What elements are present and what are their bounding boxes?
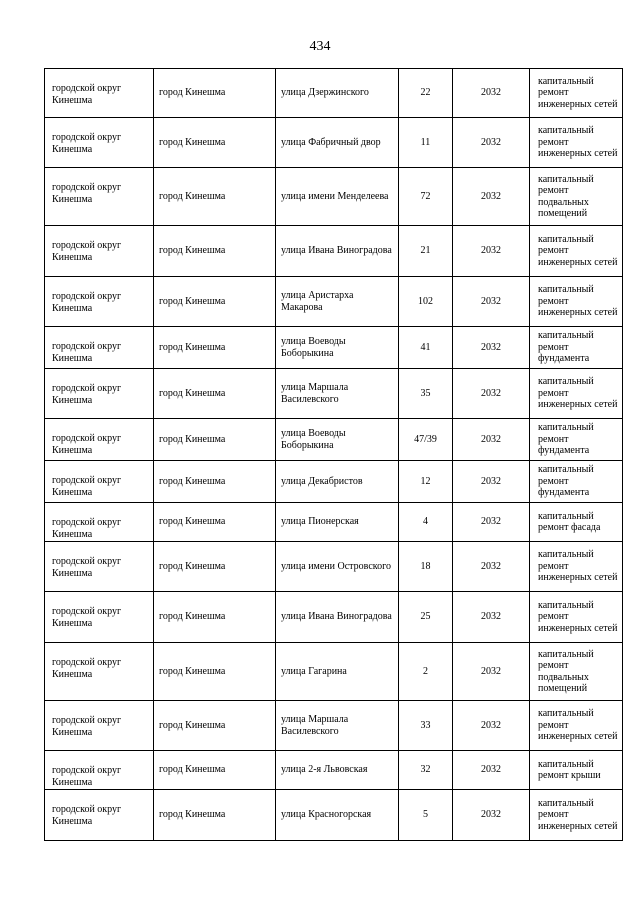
cell-street: улица Красногорская <box>276 790 399 841</box>
table-row <box>45 503 623 542</box>
cell-settlement: город Кинешма <box>154 592 276 643</box>
cell-house-number: 102 <box>399 277 453 327</box>
cell-house-number: 47/39 <box>399 419 453 461</box>
cell-municipality: городской округ Кинешма <box>45 327 154 369</box>
table-row <box>45 168 623 226</box>
cell-municipality: городской округ Кинешма <box>45 369 154 419</box>
cell-house-number: 33 <box>399 701 453 751</box>
cell-settlement: город Кинешма <box>154 369 276 419</box>
cell-street: улица Пионерская <box>276 503 399 542</box>
cell-street: улица Фабричный двор <box>276 118 399 168</box>
cell-street: улица Ивана Виноградова <box>276 226 399 277</box>
cell-municipality: городской округ Кинешма <box>45 118 154 168</box>
cell-settlement: город Кинешма <box>154 419 276 461</box>
cell-municipality: городской округ Кинешма <box>45 503 154 542</box>
cell-work-type: капитальный ремонт фундамента <box>530 419 623 461</box>
cell-work-type: капитальный ремонт фундамента <box>530 327 623 369</box>
cell-house-number: 18 <box>399 542 453 592</box>
table-row <box>45 701 623 751</box>
cell-settlement: город Кинешма <box>154 168 276 226</box>
cell-street: улица Маршала Василевского <box>276 701 399 751</box>
table-row <box>45 118 623 168</box>
cell-municipality: городской округ Кинешма <box>45 461 154 503</box>
cell-street: улица Дзержинского <box>276 69 399 118</box>
table-row <box>45 327 623 369</box>
cell-settlement: город Кинешма <box>154 327 276 369</box>
cell-year: 2032 <box>453 327 530 369</box>
cell-year: 2032 <box>453 790 530 841</box>
cell-street: улица 2-я Львовская <box>276 751 399 790</box>
cell-street: улица Воеводы Боборыкина <box>276 327 399 369</box>
table-row <box>45 592 623 643</box>
cell-house-number: 4 <box>399 503 453 542</box>
table-row <box>45 790 623 841</box>
table-row <box>45 277 623 327</box>
cell-street: улица Гагарина <box>276 643 399 701</box>
cell-municipality: городской округ Кинешма <box>45 701 154 751</box>
table-row <box>45 69 623 118</box>
cell-year: 2032 <box>453 419 530 461</box>
cell-year: 2032 <box>453 277 530 327</box>
cell-settlement: город Кинешма <box>154 790 276 841</box>
cell-work-type: капитальный ремонт инженерных сетей <box>530 592 623 643</box>
cell-year: 2032 <box>453 369 530 419</box>
cell-year: 2032 <box>453 503 530 542</box>
cell-settlement: город Кинешма <box>154 226 276 277</box>
table-body <box>45 69 623 841</box>
table-row <box>45 751 623 790</box>
cell-year: 2032 <box>453 69 530 118</box>
cell-street: улица Ивана Виноградова <box>276 592 399 643</box>
cell-settlement: город Кинешма <box>154 701 276 751</box>
cell-year: 2032 <box>453 226 530 277</box>
cell-settlement: город Кинешма <box>154 542 276 592</box>
cell-year: 2032 <box>453 592 530 643</box>
cell-municipality: городской округ Кинешма <box>45 168 154 226</box>
cell-year: 2032 <box>453 168 530 226</box>
cell-street: улица Воеводы Боборыкина <box>276 419 399 461</box>
cell-municipality: городской округ Кинешма <box>45 226 154 277</box>
cell-work-type: капитальный ремонт подвальных помещений <box>530 643 623 701</box>
cell-street: улица имени Менделеева <box>276 168 399 226</box>
cell-municipality: городской округ Кинешма <box>45 419 154 461</box>
cell-year: 2032 <box>453 542 530 592</box>
cell-year: 2032 <box>453 118 530 168</box>
cell-house-number: 32 <box>399 751 453 790</box>
cell-work-type: капитальный ремонт инженерных сетей <box>530 69 623 118</box>
cell-house-number: 35 <box>399 369 453 419</box>
cell-settlement: город Кинешма <box>154 69 276 118</box>
cell-year: 2032 <box>453 751 530 790</box>
table-row <box>45 461 623 503</box>
cell-municipality: городской округ Кинешма <box>45 643 154 701</box>
cell-house-number: 2 <box>399 643 453 701</box>
cell-work-type: капитальный ремонт инженерных сетей <box>530 118 623 168</box>
cell-street: улица Декабристов <box>276 461 399 503</box>
cell-settlement: город Кинешма <box>154 461 276 503</box>
page-number: 434 <box>309 39 331 54</box>
cell-settlement: город Кинешма <box>154 643 276 701</box>
cell-house-number: 25 <box>399 592 453 643</box>
cell-house-number: 72 <box>399 168 453 226</box>
table-row <box>45 369 623 419</box>
cell-settlement: город Кинешма <box>154 118 276 168</box>
cell-work-type: капитальный ремонт крыши <box>530 751 623 790</box>
cell-house-number: 41 <box>399 327 453 369</box>
cell-house-number: 12 <box>399 461 453 503</box>
cell-municipality: городской округ Кинешма <box>45 790 154 841</box>
cell-work-type: капитальный ремонт инженерных сетей <box>530 369 623 419</box>
cell-work-type: капитальный ремонт инженерных сетей <box>530 790 623 841</box>
table-row <box>45 542 623 592</box>
table-row <box>45 226 623 277</box>
cell-municipality: городской округ Кинешма <box>45 277 154 327</box>
cell-work-type: капитальный ремонт инженерных сетей <box>530 701 623 751</box>
table-row <box>45 643 623 701</box>
cell-work-type: капитальный ремонт подвальных помещений <box>530 168 623 226</box>
cell-year: 2032 <box>453 461 530 503</box>
cell-municipality: городской округ Кинешма <box>45 69 154 118</box>
cell-work-type: капитальный ремонт фасада <box>530 503 623 542</box>
cell-street: улица Маршала Василевского <box>276 369 399 419</box>
cell-street: улица имени Островского <box>276 542 399 592</box>
cell-street: улица Аристарха Макарова <box>276 277 399 327</box>
cell-year: 2032 <box>453 643 530 701</box>
cell-work-type: капитальный ремонт фундамента <box>530 461 623 503</box>
cell-work-type: капитальный ремонт инженерных сетей <box>530 277 623 327</box>
cell-house-number: 22 <box>399 69 453 118</box>
cell-settlement: город Кинешма <box>154 277 276 327</box>
cell-municipality: городской округ Кинешма <box>45 542 154 592</box>
cell-work-type: капитальный ремонт инженерных сетей <box>530 226 623 277</box>
housing-repair-table <box>44 68 623 841</box>
cell-work-type: капитальный ремонт инженерных сетей <box>530 542 623 592</box>
cell-house-number: 5 <box>399 790 453 841</box>
cell-municipality: городской округ Кинешма <box>45 751 154 790</box>
cell-house-number: 21 <box>399 226 453 277</box>
cell-settlement: город Кинешма <box>154 751 276 790</box>
table-row <box>45 419 623 461</box>
cell-house-number: 11 <box>399 118 453 168</box>
cell-municipality: городской округ Кинешма <box>45 592 154 643</box>
cell-settlement: город Кинешма <box>154 503 276 542</box>
cell-year: 2032 <box>453 701 530 751</box>
